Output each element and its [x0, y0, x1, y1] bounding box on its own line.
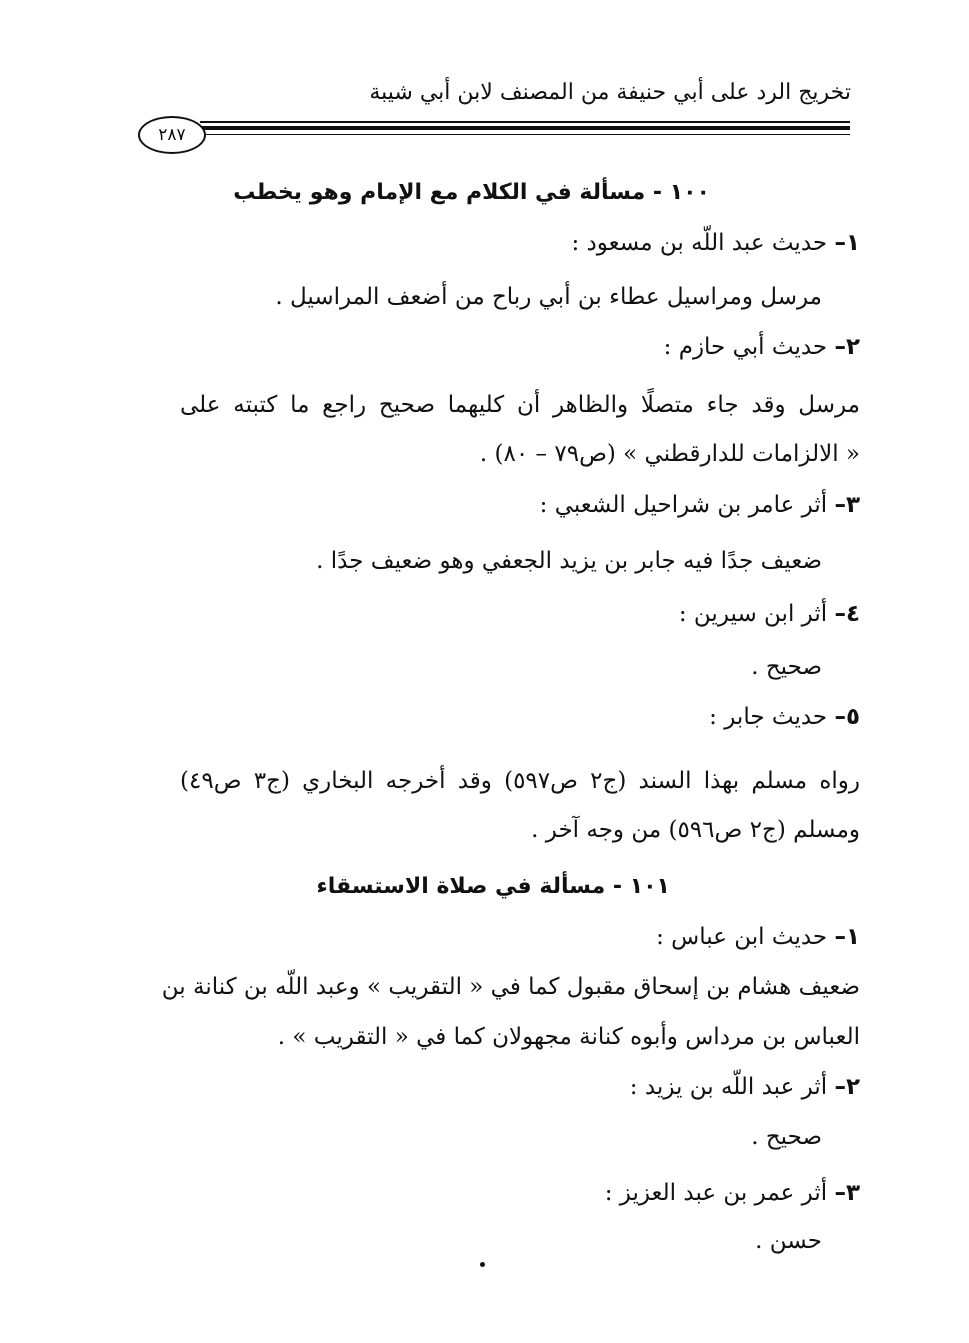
item-title: أثر عمر بن عبد العزيز : [604, 1180, 828, 1206]
item-text: رواه مسلم بهذا السند (ج٢ ص٥٩٧) وقد أخرجه البخاري (ج٣ ص٤٩) [180, 768, 860, 794]
item-heading [138, 597, 860, 631]
item-number: ٥– [834, 704, 860, 730]
running-title: تخريج الرد على أبي حنيفة من المصنف لابن أبي شيبة [369, 80, 851, 105]
item-title: حديث ابن عباس : [656, 924, 828, 950]
item-number: ٢– [834, 334, 860, 360]
item-title: أثر عامر بن شراحيل الشعبي : [539, 492, 828, 518]
item-number: ٣– [834, 1180, 860, 1206]
item-heading [138, 920, 860, 954]
item-text: صحيح . [751, 1124, 822, 1150]
item-title: أثر ابن سيرين : [678, 601, 828, 627]
item-text: مرسل وقد جاء متصلًا والظاهر أن كليهما صحيح راجع ما كتبته على [180, 392, 860, 418]
item-number: ٤– [834, 601, 860, 627]
item-text: صحيح . [751, 654, 822, 680]
header-rule [200, 126, 850, 130]
item-heading [138, 488, 860, 522]
item-text: ضعيف جدًا فيه جابر بن يزيد الجعفي وهو ضعيف جدًا . [316, 548, 822, 574]
page-number: ٢٨٧ [138, 116, 206, 154]
item-title: أثر عبد اللّه بن يزيد : [629, 1074, 828, 1100]
item-text: « الالزامات للدارقطني » (ص٧٩ – ٨٠) . [479, 441, 860, 467]
item-heading [138, 1070, 860, 1104]
item-number: ٣– [834, 492, 860, 518]
item-title: حديث جابر : [709, 704, 828, 730]
item-title: حديث عبد اللّه بن مسعود : [571, 230, 828, 256]
header-rule [200, 121, 850, 123]
item-heading [138, 1176, 860, 1210]
item-heading [138, 226, 860, 260]
item-text: العباس بن مرداس وأبوه كنانة مجهولان كما في « التقريب » . [277, 1024, 860, 1050]
item-heading [138, 330, 860, 364]
section-heading: ١٠٠ - مسألة في الكلام مع الإمام وهو يخطب [233, 180, 710, 205]
item-title: حديث أبي حازم : [663, 334, 828, 360]
item-text: مرسل ومراسيل عطاء بن أبي رباح من أضعف المراسيل . [275, 284, 822, 310]
header-rule [200, 134, 850, 135]
section-heading: ١٠١ - مسألة في صلاة الاستسقاء [316, 874, 670, 899]
item-text: ومسلم (ج٢ ص٥٩٦) من وجه آخر . [531, 817, 860, 843]
page-mark [480, 1262, 485, 1267]
item-heading [138, 700, 860, 734]
item-number: ١– [834, 230, 860, 256]
item-number: ٢– [834, 1074, 860, 1100]
item-text: ضعيف هشام بن إسحاق مقبول كما في « التقريب » وعبد اللّه بن كنانة بن [161, 974, 860, 1000]
item-number: ١– [834, 924, 860, 950]
item-text: حسن . [755, 1228, 822, 1254]
